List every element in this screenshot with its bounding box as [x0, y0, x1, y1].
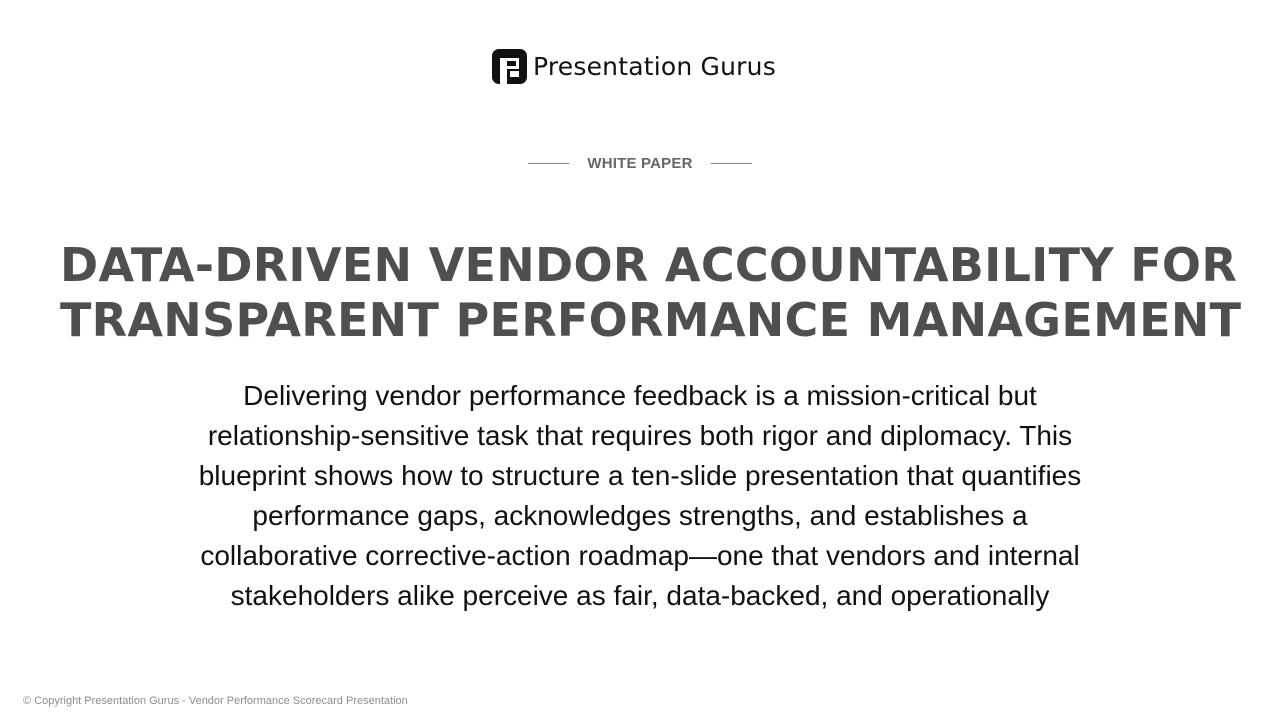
title-line-2: TRANSPARENT PERFORMANCE MANAGEMENT — [60, 293, 1242, 347]
intro-line: performance gaps, acknowledges strengths, and establishes a — [252, 500, 1028, 531]
intro-line: collaborative corrective-action roadmap—one that vendors and internal — [200, 540, 1080, 571]
eyebrow-divider-right — [711, 163, 752, 164]
eyebrow-divider-left — [528, 163, 569, 164]
brand-logo — [492, 47, 776, 85]
presentation-gurus-logo-icon — [492, 49, 527, 84]
intro-line: relationship-sensitive task that requires both rigor and diplomacy. This — [207, 420, 1073, 451]
page-title — [60, 238, 1242, 348]
brand-name: Presentation Gurus — [533, 51, 776, 81]
title-line-1: DATA-DRIVEN VENDOR ACCOUNTABILITY FOR — [60, 238, 1238, 292]
eyebrow-label: WHITE PAPER — [587, 154, 693, 172]
copyright-footer: © Copyright Presentation Gurus - Vendor Performance Scorecard Presentation — [23, 695, 408, 707]
intro-line: Delivering vendor performance feedback is a mission-critical but — [243, 380, 1037, 411]
intro-paragraph — [140, 376, 1140, 616]
section-eyebrow — [0, 152, 1280, 174]
intro-line: stakeholders alike perceive as fair, data-backed, and operationally — [230, 580, 1050, 611]
intro-line: blueprint shows how to structure a ten-slide presentation that quantifies — [198, 460, 1082, 491]
